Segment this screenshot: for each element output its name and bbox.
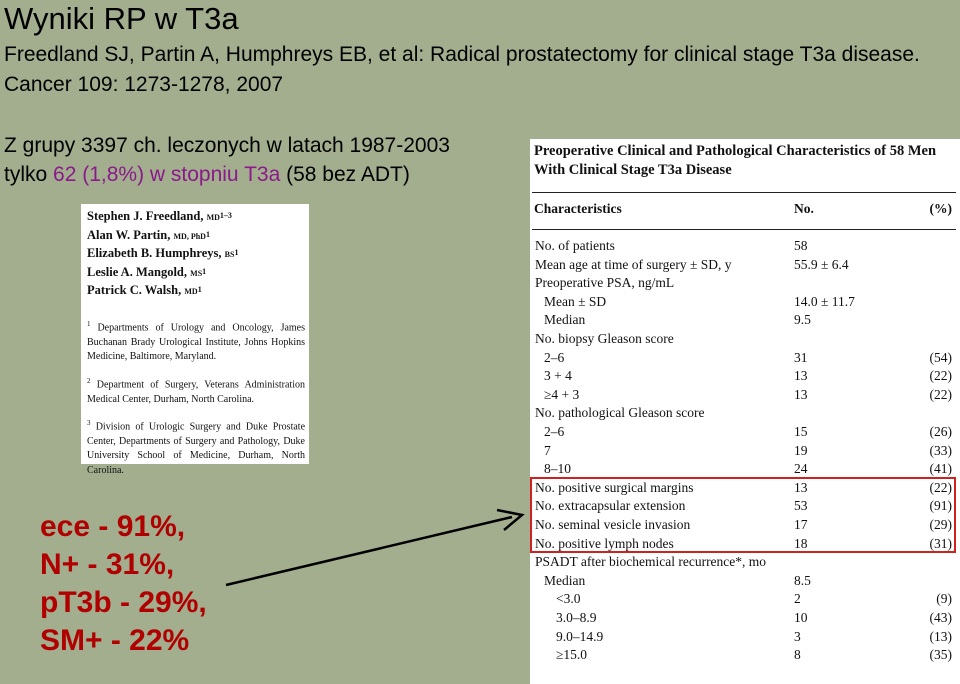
author-sup: 1 [202,266,207,276]
affiliation-sup: 1 [87,319,91,328]
arrow-head [497,510,522,530]
row-no: 18 [794,535,808,551]
row-label: No. positive surgical margins [535,479,694,495]
row-label: No. of patients [535,238,615,253]
affiliation-sup: 2 [87,376,91,385]
table-row [530,367,960,385]
table-rule-top [532,192,956,193]
cohort-highlight: 62 (1,8%) w stopniu T3a [53,163,281,186]
table-title [534,142,936,180]
affiliation-3 [87,416,305,478]
row-pct: (22) [929,386,952,402]
row-no: 13 [794,386,808,402]
author-degree: MD [184,287,198,297]
author-degree: MD, PhD [173,231,206,241]
result-item: N+ - 31%, [40,548,175,581]
row-label: Preoperative PSA, ng/mL [535,275,675,291]
row-no: 58 [794,238,808,253]
row-no: 8 [794,647,801,663]
table-row [530,237,960,255]
row-pct: (13) [929,628,952,644]
results-list [40,508,207,660]
table-row [530,553,960,571]
row-no: 10 [794,610,808,625]
row-label: 2–6 [544,349,565,365]
author-4 [87,264,305,283]
result-item: pT3b - 29%, [40,586,207,619]
authors-panel [81,204,309,476]
row-no: 3 [794,628,801,644]
table-row [530,293,960,311]
table-row [530,256,960,274]
table-row [530,442,960,460]
row-pct: (91) [929,498,952,514]
row-label: Median [544,312,586,328]
row-no: 31 [794,349,808,365]
row-label: PSADT after biochemical recurrence*, mo [535,554,767,570]
table-rule-header [532,229,956,230]
row-label: No. positive lymph nodes [535,535,674,551]
header-no: No. [794,201,814,216]
row-no: 55.9 ± 6.4 [794,256,849,272]
slide-title: Wyniki RP w T3a [4,1,239,36]
result-item: ece - 91%, [40,510,186,543]
author-name: Alan W. Partin, [87,227,171,242]
arrow-line [226,517,512,585]
row-pct: (35) [929,647,952,663]
row-no: 17 [794,517,808,532]
table-title-line-1: Preoperative Clinical and Pathological Characteristics of 58 Men [534,143,937,159]
table-row [530,590,960,608]
row-label: 8–10 [544,461,571,477]
author-name: Patrick C. Walsh, [87,283,182,298]
row-pct: (22) [929,479,952,495]
row-label: 2–6 [544,424,565,439]
affiliation-1 [87,317,305,365]
row-no: 2 [794,591,801,607]
table-row [530,274,960,292]
table-row [530,311,960,329]
header-pct: (%) [929,201,952,216]
row-label: Mean ± SD [544,293,607,309]
affiliation-text: Departments of Urology and Oncology, James Buchanan Brady Urological Institute, Johns Hopkins Medicine, Baltimore, Maryland. [87,322,306,363]
author-sup: 1–3 [219,211,232,220]
row-label: <3.0 [556,591,581,607]
highlight-box [530,477,956,553]
affiliation-sup: 3 [87,419,91,428]
row-pct: (22) [929,368,952,384]
author-degree: MS [190,268,203,278]
table-row [530,386,960,404]
row-label: 3.0–8.9 [556,610,597,625]
row-label: No. seminal vesicle invasion [535,517,691,532]
row-no: 14.0 ± 11.7 [794,293,855,309]
author-1 [87,208,305,227]
author-name: Stephen J. Freedland, [87,209,204,223]
row-label: 7 [544,442,551,458]
table-row [530,330,960,348]
row-label: No. extracapsular extension [535,498,686,514]
row-pct: (54) [929,349,952,365]
cohort-line-2 [4,160,450,189]
table-row [530,404,960,422]
table-row [530,572,960,590]
row-label: No. pathological Gleason score [535,405,705,421]
row-pct: (26) [929,424,952,439]
cohort-summary [4,131,450,189]
row-pct: (41) [929,461,952,477]
table-title-line-2: With Clinical Stage T3a Disease [534,162,732,178]
citation: Freedland SJ, Partin A, Humphreys EB, et al: Radical prostatectomy for clinical stage T3a disease. Cancer 109: 1273-1278, 2007 [4,43,920,96]
affiliation-text: Department of Surgery, Veterans Administration Medical Center, Durham, North Carolina. [87,379,305,405]
cohort-suffix: (58 bez ADT) [280,163,410,186]
table-row [530,609,960,627]
author-sup: 1 [234,248,239,258]
row-no: 13 [794,368,808,384]
author-3 [87,245,305,264]
affiliation-2 [87,374,305,407]
characteristics-table [530,139,960,684]
affiliation-text: Division of Urologic Surgery and Duke Prostate Center, Departments of Surgery and Pathology, Duke University School of Medicine, Durham, North Carolina. [87,421,306,476]
row-label: Mean age at time of surgery ± SD, y [535,256,732,272]
row-pct: (9) [936,591,952,607]
row-pct: (33) [929,442,952,458]
row-label: ≥15.0 [556,647,588,663]
row-no: 53 [794,498,808,514]
row-no: 15 [794,424,808,439]
row-label: No. biopsy Gleason score [535,331,674,346]
table-row [530,646,960,664]
author-name: Leslie A. Mangold, [87,264,188,279]
row-label: ≥4 + 3 [544,386,580,402]
author-degree: MD [206,213,220,222]
author-2 [87,227,305,246]
table-row [530,349,960,367]
table-row [530,423,960,441]
row-no: 13 [794,479,808,495]
row-label: 9.0–14.9 [556,628,604,644]
row-no: 19 [794,442,808,458]
row-no: 8.5 [794,572,811,588]
row-label: 3 + 4 [544,368,572,384]
cohort-prefix: tylko [4,163,54,186]
row-pct: (43) [929,610,952,625]
author-degree: BS [224,250,235,260]
table-row [530,628,960,646]
result-item: SM+ - 22% [40,624,190,657]
row-label: Median [544,572,586,588]
author-name: Elizabeth B. Humphreys, [87,246,222,261]
author-sup: 1 [197,285,202,295]
author-5 [87,282,305,301]
author-sup: 1 [205,229,210,239]
row-pct: (29) [929,517,952,532]
cohort-line-1: Z grupy 3397 ch. leczonych w latach 1987-2003 [4,134,450,157]
row-pct: (31) [929,535,952,551]
row-no: 9.5 [794,312,811,328]
header-characteristics: Characteristics [534,201,622,216]
table-row [530,460,960,478]
row-no: 24 [794,461,808,477]
